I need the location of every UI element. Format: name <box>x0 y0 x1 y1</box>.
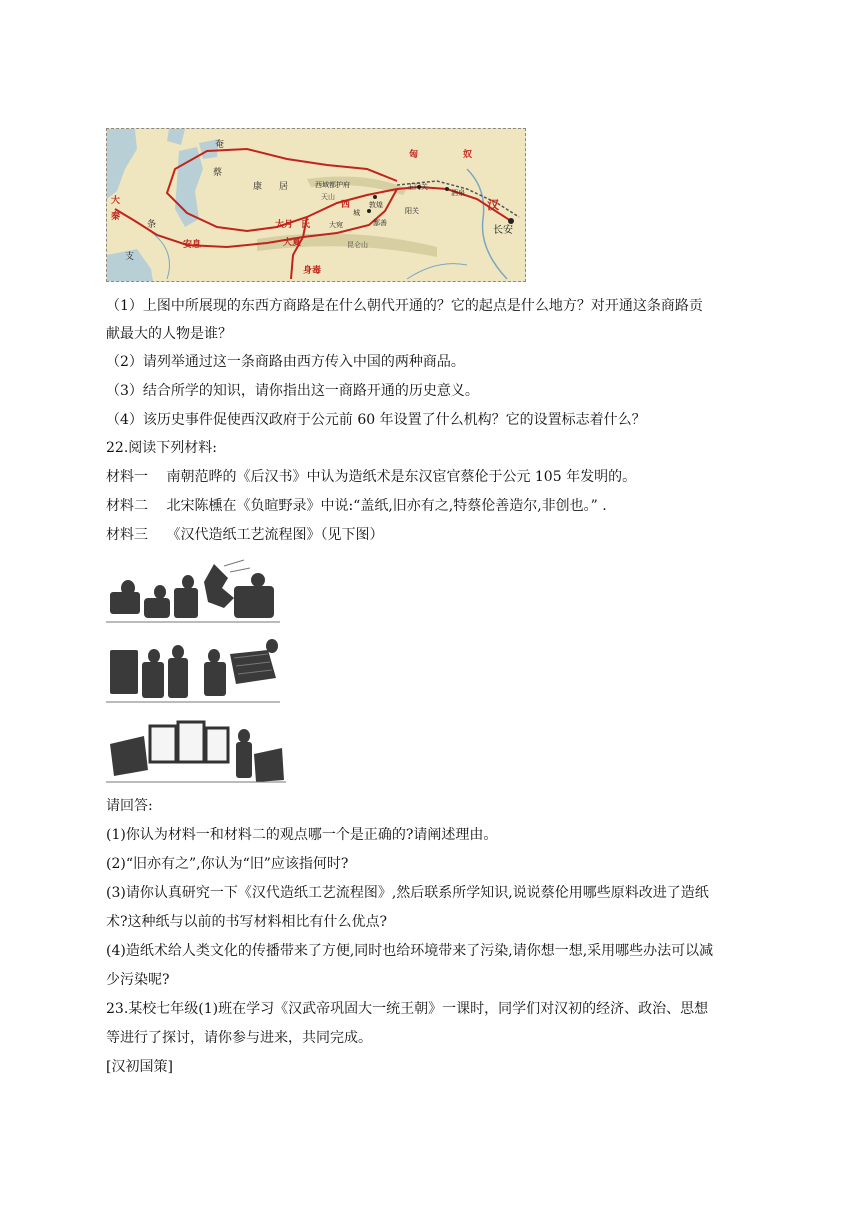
map-label-jiuquan: 酒泉 <box>451 189 465 197</box>
map-label-yangguan: 阳关 <box>405 207 419 215</box>
map-label-region-1: 奄 <box>215 140 225 150</box>
map-label-dayuezhi-1: 大月 <box>275 220 294 230</box>
map-label-dayuezhi-2: 氏 <box>301 220 311 230</box>
map-label-xiongnu-2: 奴 <box>463 150 473 160</box>
map-label-region-2: 蔡 <box>213 168 223 178</box>
map-label-dayuan: 大宛 <box>329 221 343 229</box>
q22-material-1: 材料一 南朝范晔的《后汉书》中认为造纸术是东汉宦官蔡伦于公元 105 年发明的。 <box>106 469 637 485</box>
map-label-tianshan: 天山 <box>321 193 335 201</box>
map-label-tiao: 条 <box>147 220 157 230</box>
q21-item-1-line-2: 献最大的人物是谁？ <box>106 326 232 342</box>
q22-material-2: 材料二 北宋陈櫄在《负暄野录》中说:“盖纸,旧亦有之,特蔡伦善造尔,非创也。” . <box>106 498 607 514</box>
q22-question-1: (1)你认为材料一和材料二的观点哪一个是正确的?请阐述理由。 <box>106 827 498 843</box>
map-label-dunhuang-2: 城 <box>353 209 360 217</box>
map-label-da: 大 <box>111 196 121 206</box>
map-label-region-4: 居 <box>279 182 289 192</box>
q22-question-2: (2)“旧亦有之”,你认为“旧”应该指何时? <box>106 856 349 872</box>
q22-material-3: 材料三 《汉代造纸工艺流程图》（见下图） <box>106 527 384 543</box>
silk-road-map-figure <box>107 129 525 281</box>
map-label-shanshan: 鄯善 <box>373 219 387 227</box>
map-label-changan: 长安 <box>493 225 513 236</box>
q21-item-1-line-1: （1）上图中所展现的东西方商路是在什么朝代开通的？它的起点是什么地方？对开通这条商路贡 <box>106 298 703 314</box>
q23-section-heading: [汉初国策] <box>106 1059 173 1075</box>
q21-item-4: （4）该历史事件促使西汉政府于公元前 60 年设置了什么机构？它的设置标志着什么？ <box>106 412 646 428</box>
q21-item-3: （3）结合所学的知识，请你指出这一商路开通的历史意义。 <box>106 383 479 399</box>
map-label-xi: 西 <box>341 200 351 210</box>
map-label-xiongnu-1: 匈 <box>409 150 419 160</box>
map-label-yumenguan: 玉门关 <box>407 183 428 191</box>
papermaking-process-figure <box>104 558 288 786</box>
map-label-region-3: 康 <box>253 182 263 192</box>
q22-question-3-line-1: (3)请你认真研究一下《汉代造纸工艺流程图》,然后联系所学知识,说说蔡伦用哪些原料改进了造纸 <box>106 885 709 901</box>
q22-question-4-line-1: (4)造纸术给人类文化的传播带来了方便,同时也给环境带来了污染,请你想一想,采用哪些办法可以减 <box>106 943 714 959</box>
map-label-han: 汉 <box>487 198 500 212</box>
map-label-shendu: 身毒 <box>303 266 322 276</box>
q22-question-4-line-2: 少污染呢? <box>106 972 170 988</box>
q22-heading: 22.阅读下列材料: <box>106 440 217 456</box>
q21-item-2: （2）请列举通过这一条商路由西方传入中国的两种商品。 <box>106 354 465 370</box>
papermaking-process-image <box>104 558 288 786</box>
map-label-dunhuang-1: 敦煌 <box>369 201 383 209</box>
silk-road-map <box>106 128 526 282</box>
map-label-xiyu-duhufu: 西域都护府 <box>315 181 350 189</box>
map-label-anxi: 安息 <box>183 240 202 250</box>
map-label-qin: 秦 <box>111 212 121 222</box>
map-label-daxia: 大夏 <box>283 238 302 248</box>
q23-line-1: 23.某校七年级(1)班在学习《汉武帝巩固大一统王朝》一课时，同学们对汉初的经济、政治、思想 <box>106 1001 709 1017</box>
q22-question-3-line-2: 术?这种纸与以前的书写材料相比有什么优点? <box>106 914 388 930</box>
q23-line-2: 等进行了探讨，请你参与进来，共同完成。 <box>106 1030 372 1046</box>
map-label-zhi: 支 <box>125 252 135 262</box>
map-label-kunlun: 昆仑山 <box>347 241 368 249</box>
q22-prompt: 请回答: <box>106 798 153 814</box>
